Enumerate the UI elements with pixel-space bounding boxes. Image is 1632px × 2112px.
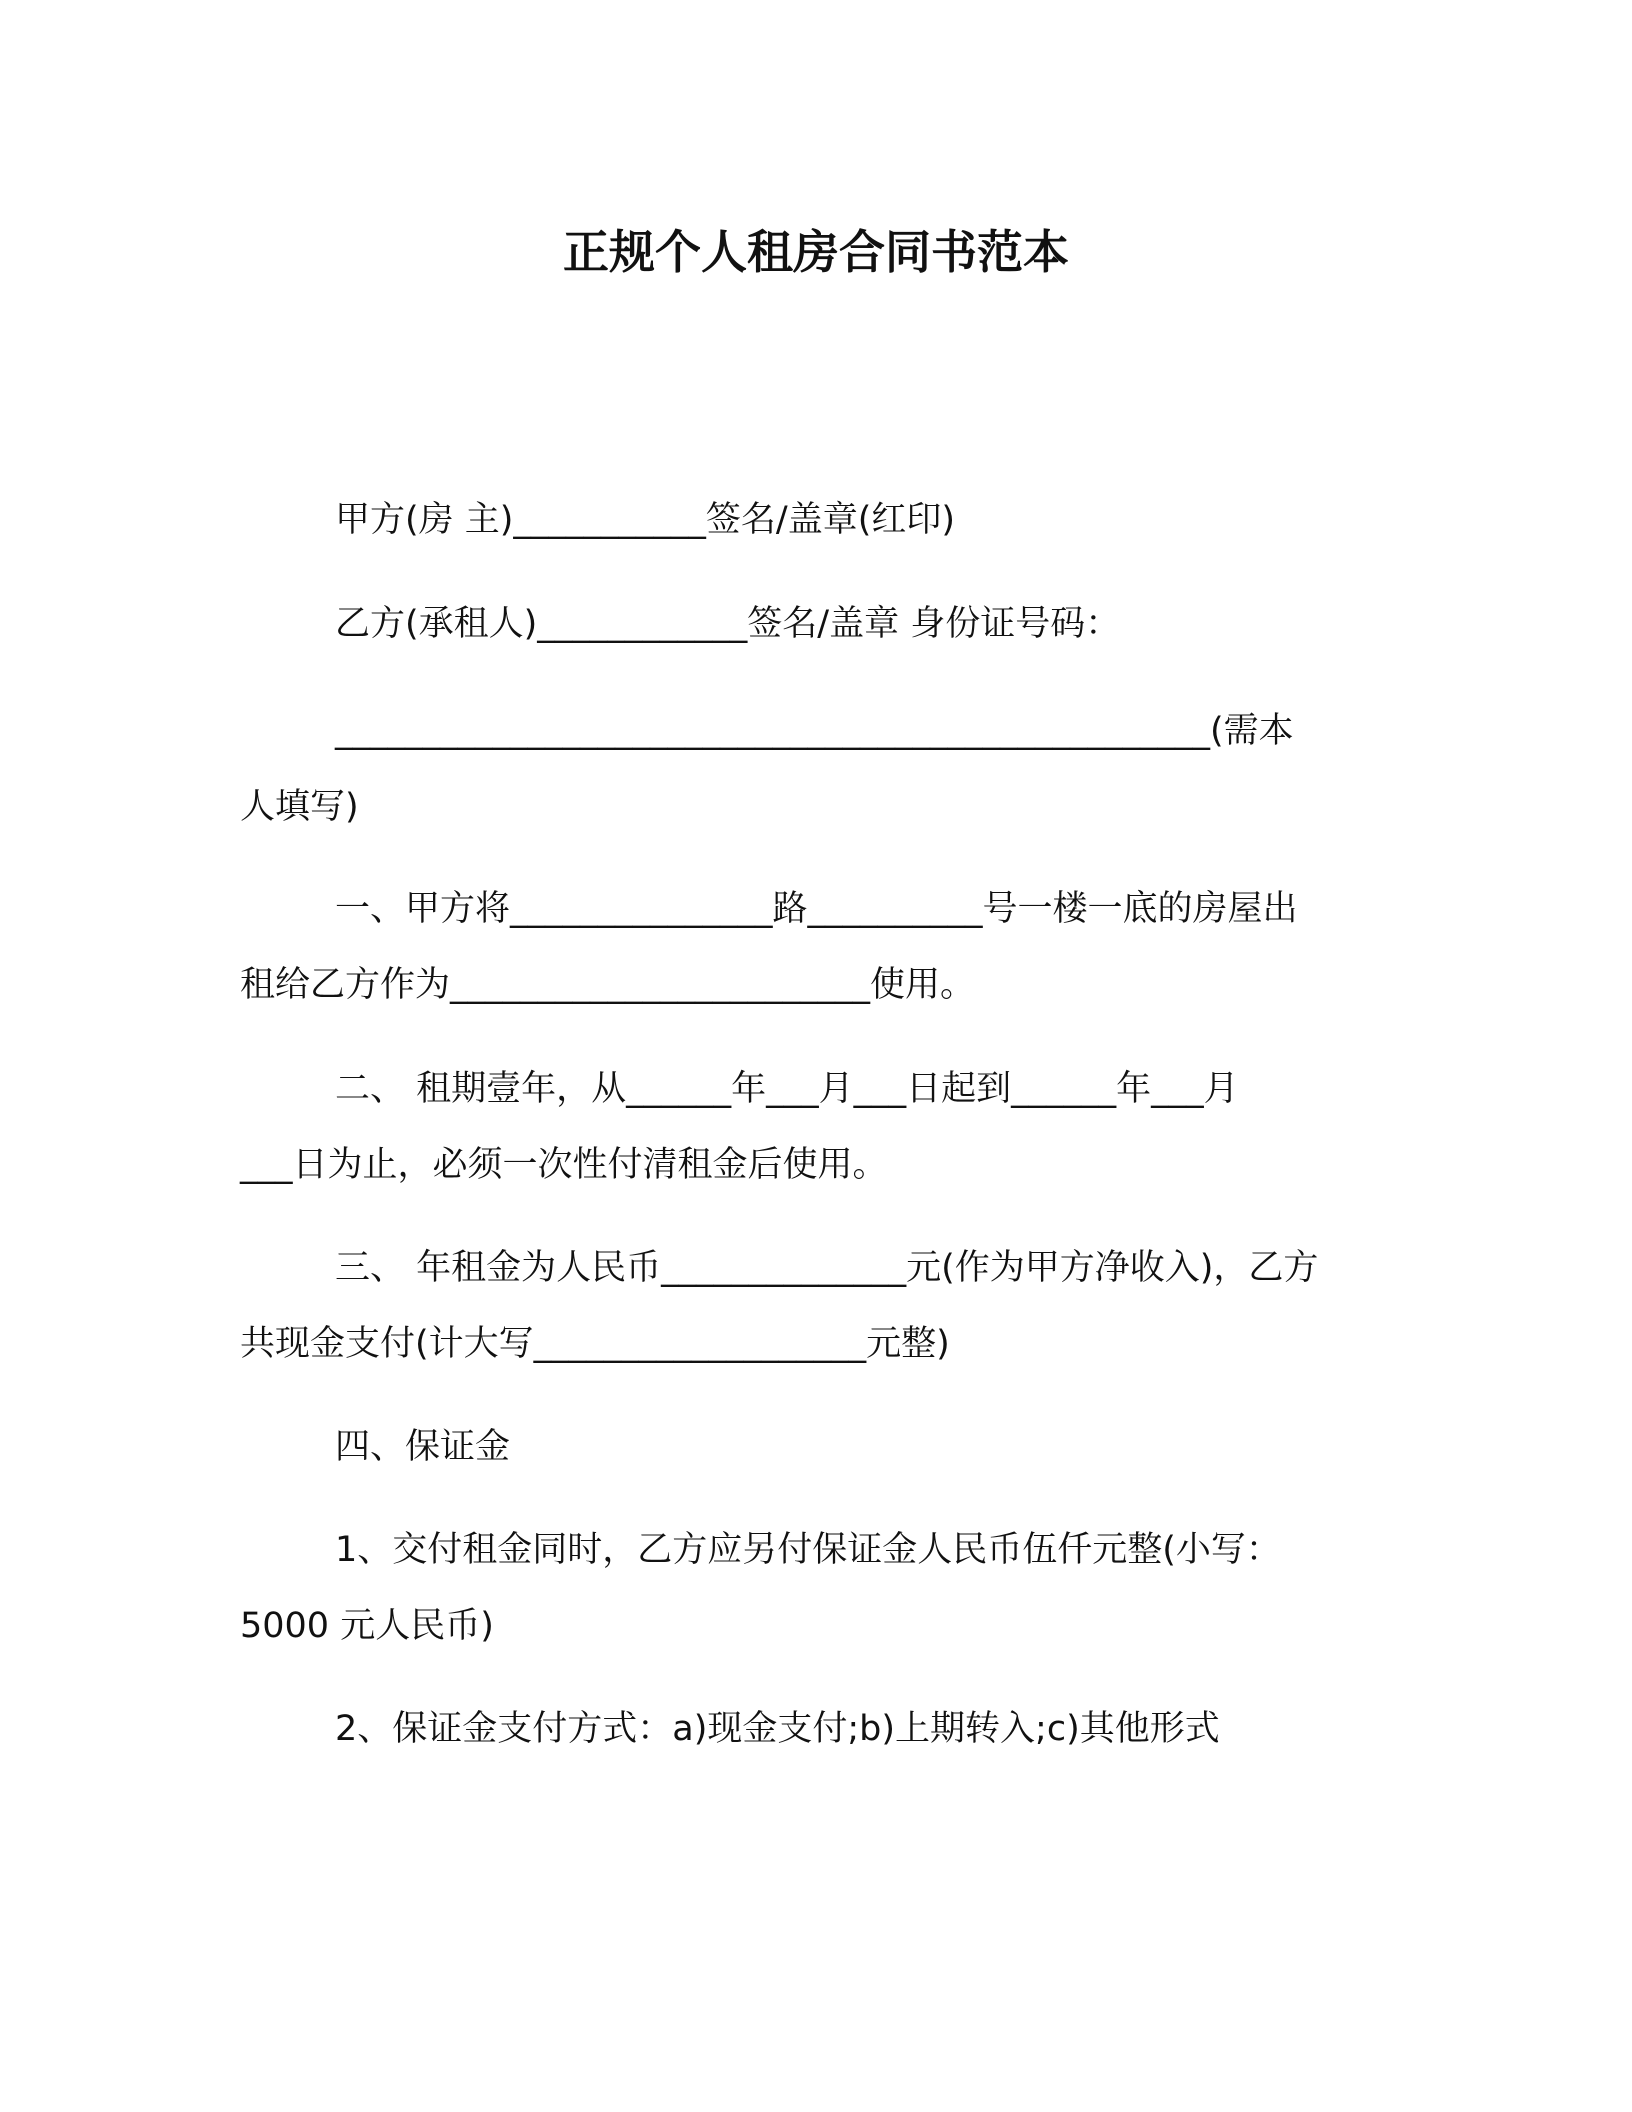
clause-1-line-1: 一、甲方将_______________路__________号一楼一底的房屋出 — [335, 889, 1298, 929]
id-number-note-line: 人填写) — [240, 787, 359, 827]
clause-2-line-1: 二、 租期壹年，从______年___月___日起到______年___月 — [335, 1069, 1239, 1109]
party-b-line: 乙方(承租人)____________签名/盖章 身份证号码： — [335, 604, 1121, 644]
deposit-item-2-line: 2、保证金支付方式：a)现金支付;b)上期转入;c)其他形式 — [335, 1709, 1220, 1749]
document-title: 正规个人租房合同书范本 — [563, 225, 1069, 279]
deposit-item-1-line-2: 5000 元人民币) — [240, 1606, 494, 1646]
clause-2-line-2: ___日为止，必须一次性付清租金后使用。 — [240, 1145, 888, 1185]
clause-4-heading: 四、保证金 — [335, 1427, 511, 1467]
clause-1-line-2: 租给乙方作为________________________使用。 — [240, 965, 976, 1005]
id-number-blank-line: __________________________________________________(需本 — [335, 711, 1294, 751]
party-a-line: 甲方(房 主)___________签名/盖章(红印) — [335, 500, 956, 540]
clause-3-line-2: 共现金支付(计大写___________________元整) — [240, 1324, 950, 1364]
deposit-item-1-line-1: 1、交付租金同时，乙方应另付保证金人民币伍仟元整(小写： — [335, 1530, 1281, 1570]
clause-3-line-1: 三、 年租金为人民币______________元(作为甲方净收入)，乙方 — [335, 1248, 1319, 1288]
